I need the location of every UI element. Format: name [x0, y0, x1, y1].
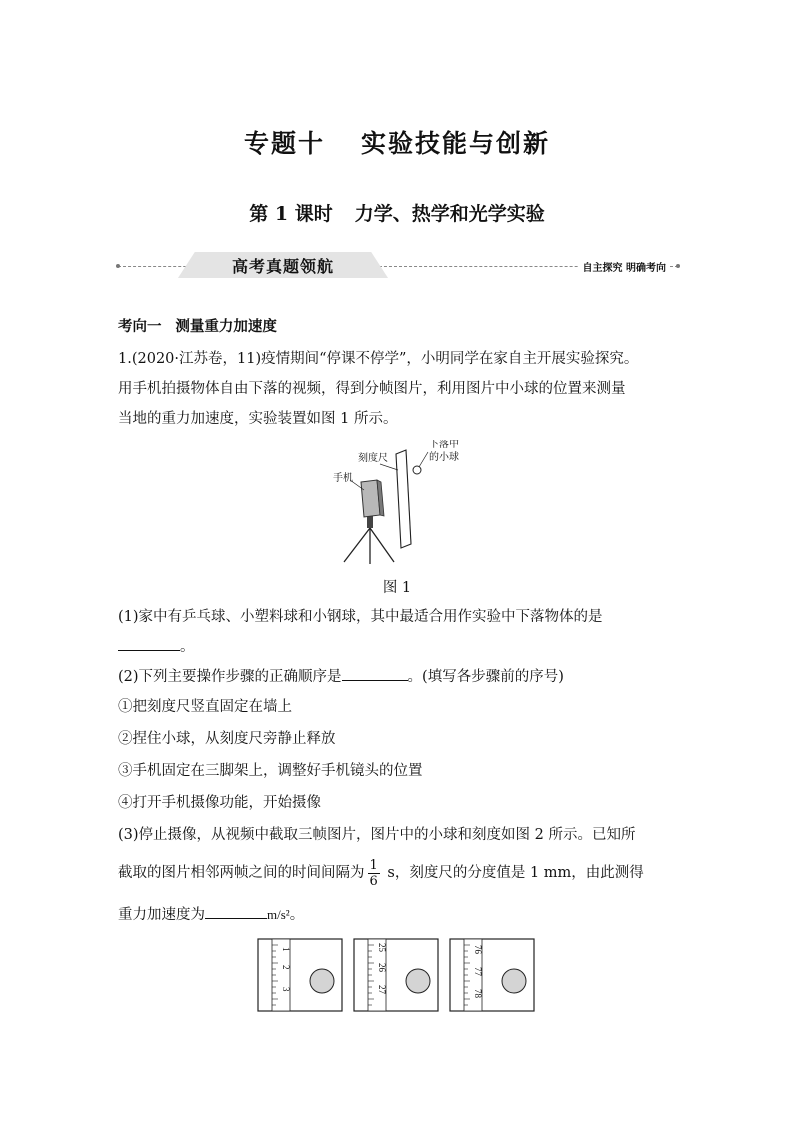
ruler-leader-line: [380, 464, 398, 470]
tick-label: 78: [473, 989, 483, 998]
label-phone: 手机: [333, 473, 353, 484]
question-3-line-3: [118, 906, 680, 924]
question-2-text: (2)下列主要操作步骤的正确顺序是: [118, 669, 342, 685]
tick-label: 2: [281, 965, 291, 970]
banner-right-label: 自主探究 明确考向: [579, 259, 670, 274]
problem-intro-line-2: 用手机拍摄物体自由下落的视频，得到分帧图片，利用图片中小球的位置来测量: [118, 381, 626, 397]
step-3: ③手机固定在三脚架上，调整好手机镜头的位置: [118, 763, 423, 779]
ball-leader-line: [419, 452, 428, 467]
banner-dot-left: [116, 264, 120, 268]
figure-1-apparatus: [320, 440, 480, 572]
unit-ms2: m/s²: [267, 907, 290, 922]
section-banner: [118, 252, 678, 280]
label-ball-line-2: 的小球: [429, 452, 459, 463]
step-4: ④打开手机摄像功能，开始摄像: [118, 795, 321, 811]
section-title: 测量重力加速度: [175, 318, 277, 335]
question-1-line-1: (1)家中有乒乓球、小塑料球和小钢球，其中最适合用作实验中下落物体的是: [118, 609, 603, 625]
step-2: ②捏住小球，从刻度尺旁静止释放: [118, 731, 336, 747]
chapter-name: 实验技能与创新: [361, 129, 551, 158]
figure-1-caption: 图 1: [382, 580, 412, 596]
frame-3: [450, 939, 534, 1011]
tripod-leg-left: [344, 528, 370, 562]
tripod-leg-right: [370, 528, 394, 562]
answer-blank-1[interactable]: [118, 638, 180, 651]
lesson-title: [0, 199, 794, 226]
answer-blank-3[interactable]: [205, 906, 267, 919]
banner-dot-right: [676, 264, 680, 268]
fraction-numerator: 1: [369, 857, 378, 873]
problem-intro-line-1: 1.(2020·江苏卷，11)疫情期间“停课不停学”，小明同学在家自主开展实验探究。: [118, 351, 639, 367]
fraction-denominator: 6: [369, 873, 378, 889]
tick-label: 76: [473, 945, 483, 954]
frame-1: [258, 939, 342, 1011]
label-ruler: 刻度尺: [358, 453, 388, 464]
ball-icon: [502, 969, 526, 993]
question-3-end: 。: [289, 907, 305, 923]
frame-2: [354, 939, 438, 1011]
step-1: ①把刻度尺竖直固定在墙上: [118, 699, 292, 715]
time-interval-fraction: [368, 858, 380, 889]
falling-ball-icon: [413, 466, 421, 474]
lesson-number: 第 1 课时: [249, 203, 333, 225]
question-1-end: 。: [180, 639, 195, 655]
tick-label: 27: [377, 985, 387, 994]
tick-label: 25: [377, 943, 387, 952]
ball-icon: [406, 969, 430, 993]
answer-blank-2[interactable]: [342, 668, 408, 681]
question-3-line-3a: 重力加速度为: [118, 907, 205, 923]
lesson-name: 力学、热学和光学实验: [354, 203, 545, 225]
tick-label: 26: [377, 963, 387, 972]
tick-label: 1: [281, 947, 291, 952]
tick-label: 3: [281, 987, 291, 992]
question-2-end: 。(填写各步骤前的序号): [407, 669, 564, 685]
label-ball-line-1: 下落中: [429, 440, 459, 450]
figure-2-frames: [256, 938, 546, 1014]
problem-intro-line-3: 当地的重力加速度，实验装置如图 1 所示。: [118, 411, 398, 427]
section-heading: [118, 318, 680, 336]
ball-icon: [310, 969, 334, 993]
question-2: [118, 668, 680, 686]
question-3-line-2a: 截取的图片相邻两帧之间的时间间隔为: [118, 865, 365, 881]
banner-label: 高考真题领航: [231, 257, 334, 276]
question-3-line-1: (3)停止摄像，从视频中截取三帧图片，图片中的小球和刻度如图 2 所示。已知所: [118, 827, 636, 843]
tick-label: 77: [473, 967, 483, 976]
question-3-line-2: [118, 856, 680, 890]
chapter-title: [0, 124, 794, 160]
chapter-number: 专题十: [243, 129, 325, 158]
section-number: 考向一: [118, 318, 162, 335]
question-1-line-2: [118, 638, 680, 656]
question-3-line-2b: s，刻度尺的分度值是 1 mm，由此测得: [382, 865, 644, 881]
